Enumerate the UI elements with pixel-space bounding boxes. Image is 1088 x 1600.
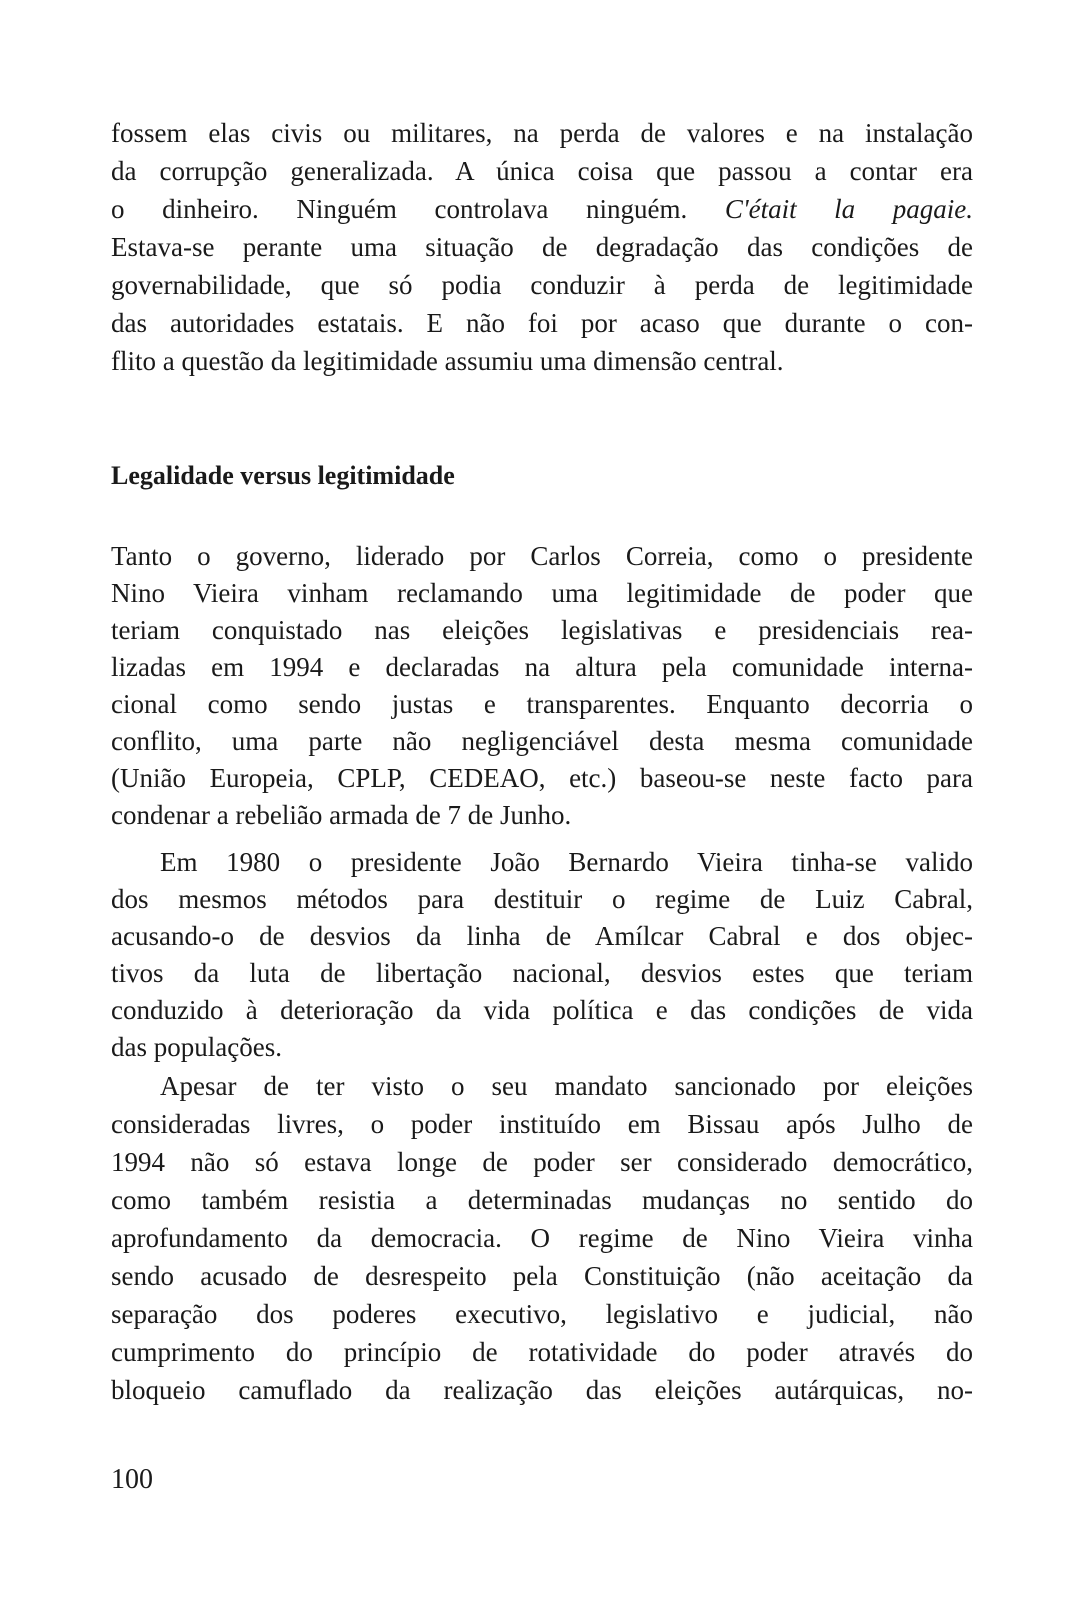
p3-line-5: aprofundamento da democracia. O regime de Nino Vieira vinha	[111, 1223, 973, 1253]
p2-line-5: conduzido à deterioração da vida política e das condições de vida	[111, 995, 973, 1025]
p1-line-2: Nino Vieira vinham reclamando uma legitimidade de poder que	[111, 578, 973, 608]
intro-line-6: das autoridades estatais. E não foi por acaso que durante o con-	[111, 308, 973, 338]
p2-line-2: dos mesmos métodos para destituir o regime de Luiz Cabral,	[111, 884, 973, 914]
p3-line-3: 1994 não só estava longe de poder ser considerado democrático,	[111, 1147, 973, 1177]
p1-line-5: cional como sendo justas e transparentes. Enquanto decorria o	[111, 689, 973, 719]
page-number: 100	[111, 1464, 153, 1495]
p1-line-6: conflito, uma parte não negligenciável desta mesma comunidade	[111, 726, 973, 756]
p2-line-6: das populações.	[111, 1032, 282, 1062]
p2-line-3: acusando-o de desvios da linha de Amílcar Cabral e dos objec-	[111, 921, 973, 951]
intro-line-5: governabilidade, que só podia conduzir à perda de legitimidade	[111, 270, 973, 300]
section-heading: Legalidade versus legitimidade	[111, 461, 455, 490]
p3-line-9: bloqueio camuflado da realização das eleições autárquicas, no-	[111, 1375, 973, 1405]
p1-line-8: condenar a rebelião armada de 7 de Junho.	[111, 800, 572, 830]
p1-line-1: Tanto o governo, liderado por Carlos Correia, como o presidente	[111, 541, 973, 571]
intro-line-2: da corrupção generalizada. A única coisa que passou a contar era	[111, 156, 973, 186]
p1-line-7: (União Europeia, CPLP, CEDEAO, etc.) baseou-se neste facto para	[111, 763, 973, 793]
intro-italic-phrase: C'était la pagaie.	[724, 194, 974, 224]
p1-line-4: lizadas em 1994 e declaradas na altura pela comunidade interna-	[111, 652, 973, 682]
p3-line-8: cumprimento do princípio de rotatividade do poder através do	[111, 1337, 973, 1367]
intro-line-3	[111, 191, 973, 227]
p3-line-2: consideradas livres, o poder instituído em Bissau após Julho de	[111, 1109, 973, 1139]
p3-line-6: sendo acusado de desrespeito pela Constituição (não aceitação da	[111, 1261, 973, 1291]
intro-line-3-text: o dinheiro. Ninguém controlava ninguém.	[111, 194, 688, 224]
p3-line-4: como também resistia a determinadas mudanças no sentido do	[111, 1185, 973, 1215]
p3-line-1: Apesar de ter visto o seu mandato sancionado por eleições	[160, 1071, 973, 1101]
intro-line-4: Estava-se perante uma situação de degradação das condições de	[111, 232, 973, 262]
p1-line-3: teriam conquistado nas eleições legislativas e presidenciais rea-	[111, 615, 973, 645]
p2-line-1: Em 1980 o presidente João Bernardo Vieira tinha-se valido	[160, 847, 973, 877]
intro-line-1: fossem elas civis ou militares, na perda de valores e na instalação	[111, 118, 973, 148]
p2-line-4: tivos da luta de libertação nacional, desvios estes que teriam	[111, 958, 973, 988]
p3-line-7: separação dos poderes executivo, legislativo e judicial, não	[111, 1299, 973, 1329]
intro-line-7: flito a questão da legitimidade assumiu uma dimensão central.	[111, 346, 784, 376]
